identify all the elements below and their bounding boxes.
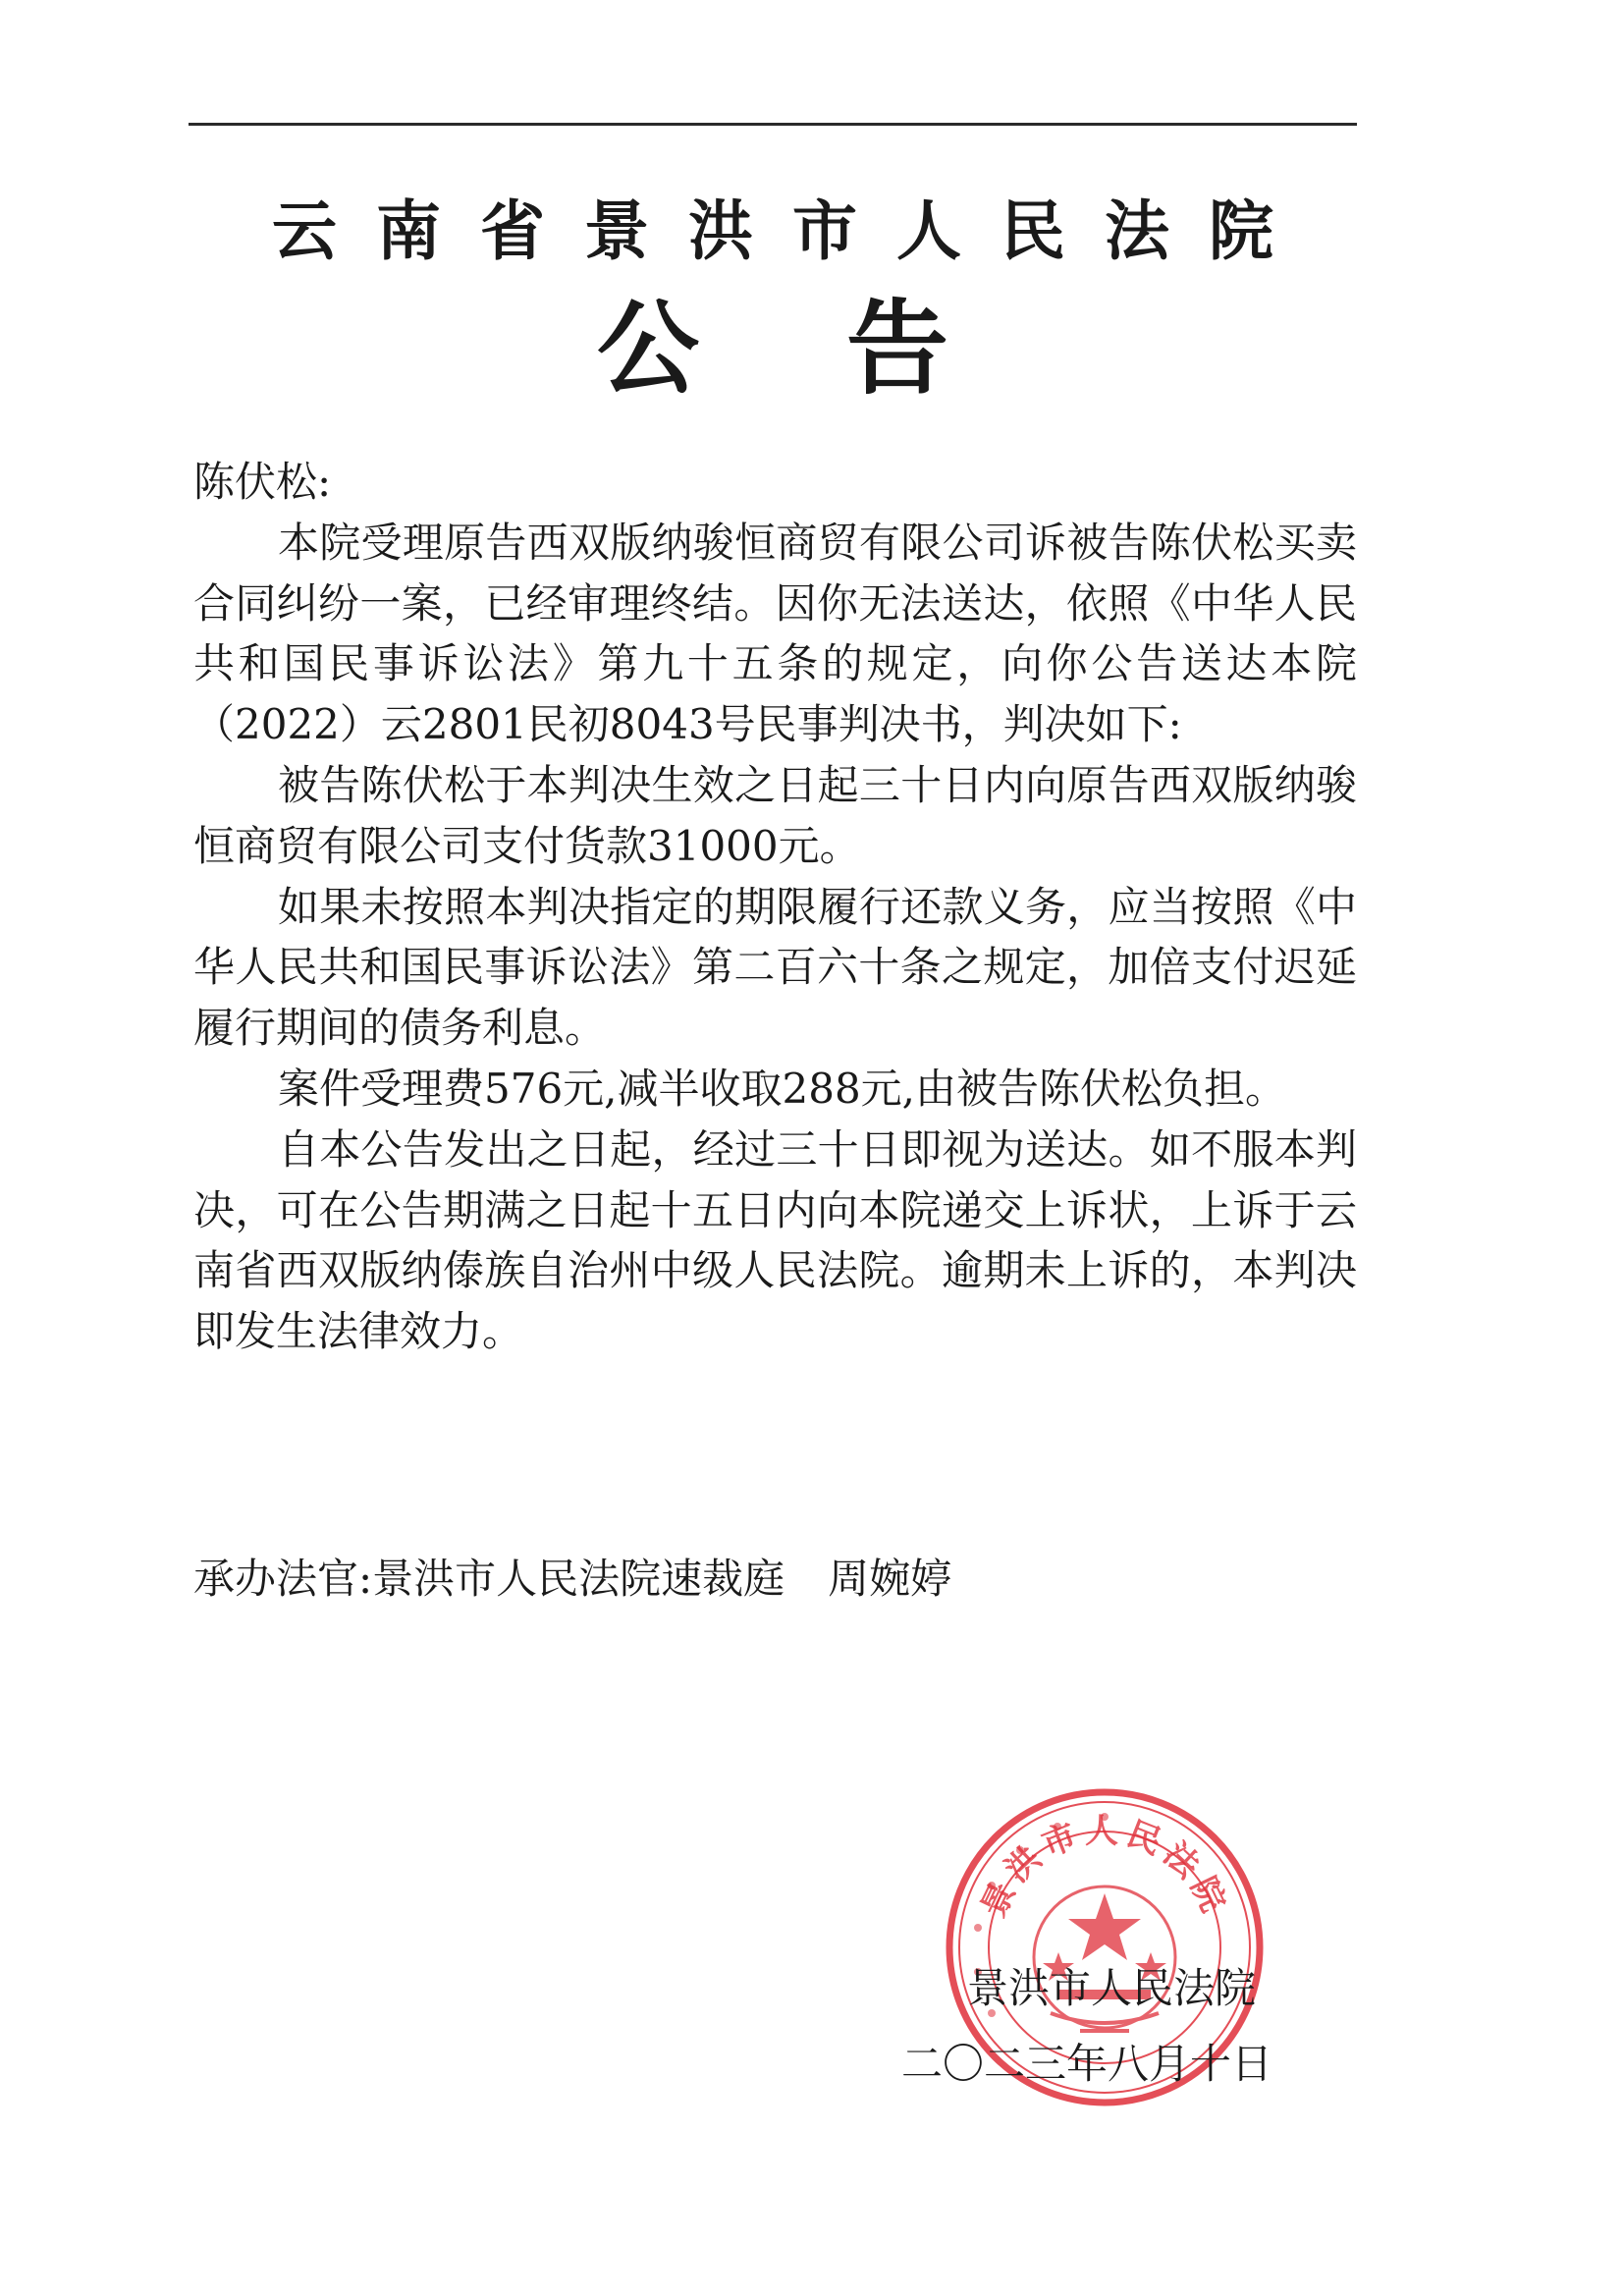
addressee: 陈伏松: bbox=[193, 458, 332, 506]
header-rule bbox=[189, 123, 1357, 126]
paragraph-late-interest: 如果未按照本判决指定的期限履行还款义务，应当按照《中华人民共和国民事诉讼法》第二百六十条之规定，加倍支付迟延履行期间的债务利息。 bbox=[193, 882, 1357, 1053]
notice-body bbox=[193, 452, 1357, 1362]
seal-text: 景洪市人民法院 bbox=[973, 1812, 1236, 1924]
judge-label: 承办法官: bbox=[193, 1555, 373, 1603]
signature-date: 二〇二三年八月十日 bbox=[901, 2040, 1273, 2088]
document-title: 公告 bbox=[596, 288, 1096, 409]
paragraph-service-appeal: 自本公告发出之日起，经过三十日即视为送达。如不服本判决，可在公告期满之日起十五日内向本院递交上诉状，上诉于云南省西双版纳傣族自治州中级人民法院。逾期未上诉的，本判决即发生法律效力。 bbox=[193, 1124, 1357, 1356]
paragraph-case-intro: 本院受理原告西双版纳骏恒商贸有限公司诉被告陈伏松买卖合同纠纷一案，已经审理终结。因你无法送达，依照《中华人民共和国民事诉讼法》第九十五条的规定，向你公告送达本院（2022）云2801民初8043号民事判决书，判决如下: bbox=[193, 518, 1357, 749]
judge-name: 周婉婷 bbox=[828, 1555, 952, 1603]
court-name-heading: 云南省景洪市人民法院 bbox=[272, 192, 1313, 269]
paragraph-judgment: 被告陈伏松于本判决生效之日起三十日内向原告西双版纳骏恒商贸有限公司支付货款31000元。 bbox=[193, 760, 1357, 870]
judge-tribunal: 景洪市人民法院速裁庭 bbox=[372, 1555, 785, 1603]
signature-court: 景洪市人民法院 bbox=[967, 1964, 1257, 2012]
judge-info bbox=[193, 1549, 951, 1610]
paragraph-court-fee: 案件受理费576元,减半收取288元,由被告陈伏松负担。 bbox=[278, 1064, 1287, 1113]
